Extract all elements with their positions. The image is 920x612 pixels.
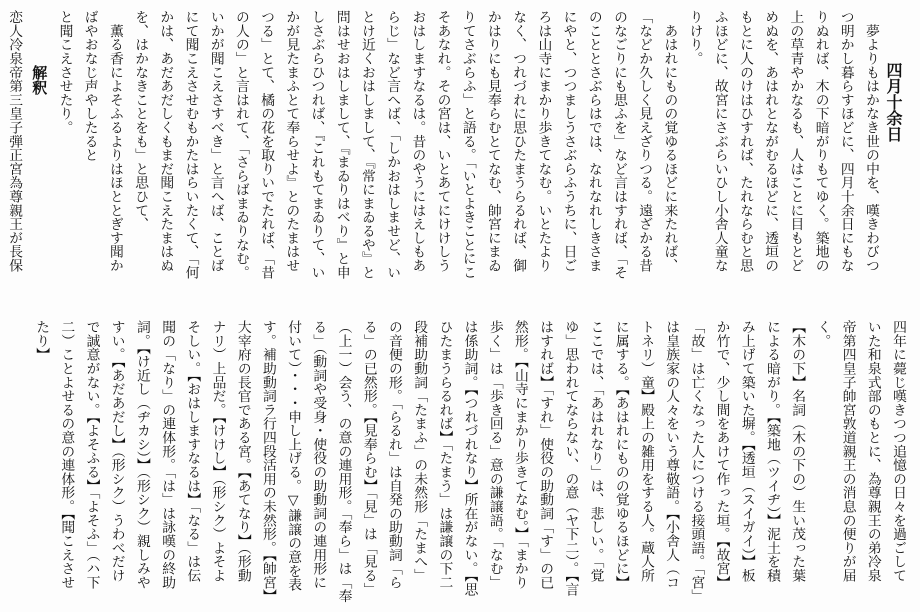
text-column: そあなれ。その宮は、いとあてにけけしう bbox=[434, 10, 451, 273]
text-column: 「などか久しく見えざりつる。遠ざかる昔 bbox=[636, 10, 653, 273]
interpretation-column: ゆ」思われてならない、の意（ヤ下二）。【言 bbox=[562, 320, 579, 596]
interpretation-column: 段補助動詞「たまふ」の未然形「たまへ」 bbox=[411, 320, 428, 583]
section-title: 四月十余日 bbox=[884, 62, 903, 142]
interpretation-column: による暗がり。【築地（ツイヂ）】泥土を積 bbox=[763, 320, 780, 583]
interpretation-column: 聞の「なり」の連体形。「は」は詠嘆の終助 bbox=[159, 320, 176, 590]
text-column: しさぶらひつれば、『これもてまゐりて、い bbox=[308, 10, 325, 280]
interpretation-column: （上一）会う、の意の連用形。「奉ら」は「奉 bbox=[335, 320, 352, 603]
interpretation-column: く。 bbox=[814, 320, 831, 348]
interpretation-column: たり】 bbox=[33, 320, 50, 362]
interpretation-column: そしい。【おはしますなるは】「なる」は伝 bbox=[184, 320, 201, 583]
text-column: ばやおなじ声やしたると bbox=[81, 10, 98, 162]
interpretation-column: み上げて築いた塀。【透垣（スイガイ）】板 bbox=[738, 320, 755, 583]
interpretation-column: 【木の下】名詞（木の下の）生い茂った葉 bbox=[789, 320, 806, 583]
text-column: にやと、つつましうさぶらふうちに、日ご bbox=[560, 10, 577, 273]
text-column: つ明かし暮らすほどに、四月十余日にもな bbox=[837, 10, 854, 273]
interpretation-column: で誠意がない。【よそふる】「よそふ」（ハ下 bbox=[83, 320, 100, 590]
text-column: かはりにも見奉らむとてなむ、帥宮にまゐ bbox=[484, 10, 501, 273]
interpretation-column: 詞。【け近し（ヂカシ）】（形シク）親しみや bbox=[133, 320, 150, 590]
interpretation-column: 大宰府の長官である宮。【あてなり】（形動 bbox=[234, 320, 251, 583]
interpretation-column: は係助詞。【つれづれなり】所在がない。【思 bbox=[461, 320, 478, 596]
text-column: とけ近くおはしまして、『常にまゐるや』と bbox=[358, 10, 375, 280]
text-column: りけり。 bbox=[686, 10, 703, 66]
text-column: を、はかなきことをも」と思ひて、 bbox=[132, 10, 149, 231]
interpretation-column: る」の已然形。【見奉らむ】「見」は「見る」 bbox=[360, 320, 377, 596]
text-column: めぬを、あはれとながむるほどに、透垣の bbox=[762, 10, 779, 273]
interpretation-column: 帝第四皇子帥宮敦道親王の消息の便りが届 bbox=[839, 320, 856, 583]
interpretation-column: る」（動詞や受身・使役の助動詞の連用形に bbox=[310, 320, 327, 590]
text-column: のなごりにも思ふを」など言はすれば、「そ bbox=[610, 10, 627, 280]
interpretation-column: 恋人冷泉帝第三皇子弾正宮為尊親王が長保 bbox=[6, 10, 23, 273]
interpretation-column: す。補助動詞ラ行四段活用の未然形。【帥宮】 bbox=[259, 320, 276, 603]
interpretation-column: 四年に薨じ嘆きつつ追憶の日々を過ごして bbox=[890, 320, 906, 583]
interpretation-column: の音便の形。「らるれ」は自発の助動詞「ら bbox=[385, 320, 402, 590]
interpretation-column: 「故」は亡くなった人につける接頭語。「宮」 bbox=[688, 320, 705, 603]
interpretation-column: 二）ことよせるの意の連体形。【聞こえさせ bbox=[58, 320, 75, 590]
text-column: 薫る香によそふるよりはほととぎす聞か bbox=[106, 10, 123, 273]
text-column: 問はせおはしまして、『まゐりはべり』と申 bbox=[333, 10, 350, 280]
text-column: つる」とて、橘の花を取りいでたれば、「昔 bbox=[258, 10, 275, 280]
text-column: のこととさぶらはでは、なれなれしきさま bbox=[585, 10, 602, 273]
interpretation-column: か竹で、少し間をあけて作った垣。【故宮】 bbox=[713, 320, 730, 590]
text-column: 上の草青やかなるも、人はことに目もとど bbox=[787, 10, 804, 273]
interpretation-column: ひたまうらるれば】「たまう」は謙譲の下二 bbox=[436, 320, 453, 590]
text-column: ふほどに、故宮にさぶらいひし小舎人童な bbox=[711, 10, 728, 273]
interpretation-column: ここでは、「あはれなり」は、悲しい。「覚 bbox=[587, 320, 604, 583]
text-column: かが見たまふとて奉らせよ』とのたまはせ bbox=[283, 10, 300, 273]
interpretation-text bbox=[28, 320, 910, 603]
interpretation-column: に属する。【あはれにものの覚ゆるほどに】 bbox=[612, 320, 629, 590]
text-column: の人の」と言はれて、「さらばまゐりなむ。 bbox=[232, 10, 249, 280]
text-column: 夢よりもはかなき世の中を、嘆きわびつ bbox=[863, 10, 879, 273]
text-column: らじ」など言へば、「しかおはしませど、い bbox=[384, 10, 401, 280]
interpretation-column: は皇族家の人々をいう尊敬語。【小舎人（コ bbox=[663, 320, 680, 590]
interpretation-column: すい。【あだあだし】（形シク）うわべだけ bbox=[108, 320, 125, 583]
interpretation-column: はすれば】「すれ」使役の助動詞「す」の已 bbox=[537, 320, 554, 590]
interpretation-column: ナリ）上品だ。【けけし】（形シク）よそよ bbox=[209, 320, 226, 583]
text-column: りぬれば、木の下暗がりもてゆく。築地の bbox=[812, 10, 829, 273]
text-column: おはしますなるは。昔のやうにはえしもあ bbox=[409, 10, 426, 273]
text-column: にて聞こえさせむもかたはらいたくて、「何 bbox=[182, 10, 199, 280]
text-column: いかが聞こえさすべき」と言へば、ことば bbox=[207, 10, 224, 273]
text-column: あはれにものの覚ゆるほどに来たれば、 bbox=[661, 10, 678, 273]
interpretation-column: いた和泉式部のもとに、為尊親王の弟冷泉 bbox=[864, 320, 881, 583]
interpretation-column: 付いて）・・・申し上げる。▽謙譲の意を表 bbox=[285, 320, 302, 592]
text-column: もとに人のけはひすれば、たれならむと思 bbox=[736, 10, 753, 273]
text-column: かは、あだあだしくもまだ聞こえたまはぬ bbox=[157, 10, 174, 273]
text-column: と聞こえさせたり。 bbox=[56, 10, 73, 135]
interpretation-column: 然形。【山寺にまかり歩きてなむ。】「まかり bbox=[511, 320, 528, 590]
main-text bbox=[1, 10, 883, 279]
text-column: りてさぶらふ」と語る。「いとよきことにこ bbox=[459, 10, 476, 280]
interpretation-column: トネリ）童】殿上の雑用をする人。蔵人所 bbox=[637, 320, 654, 583]
interpretation-column: 歩く」は「歩き回る」意の謙譲語。「なむ」 bbox=[486, 320, 503, 590]
text-column: なく、つれづれに思ひたまうらるれば、御 bbox=[510, 10, 527, 273]
interpretation-heading: 解釈 bbox=[30, 65, 49, 95]
text-column: ろは山寺にまかり歩きてなむ。いとたより bbox=[535, 10, 552, 273]
